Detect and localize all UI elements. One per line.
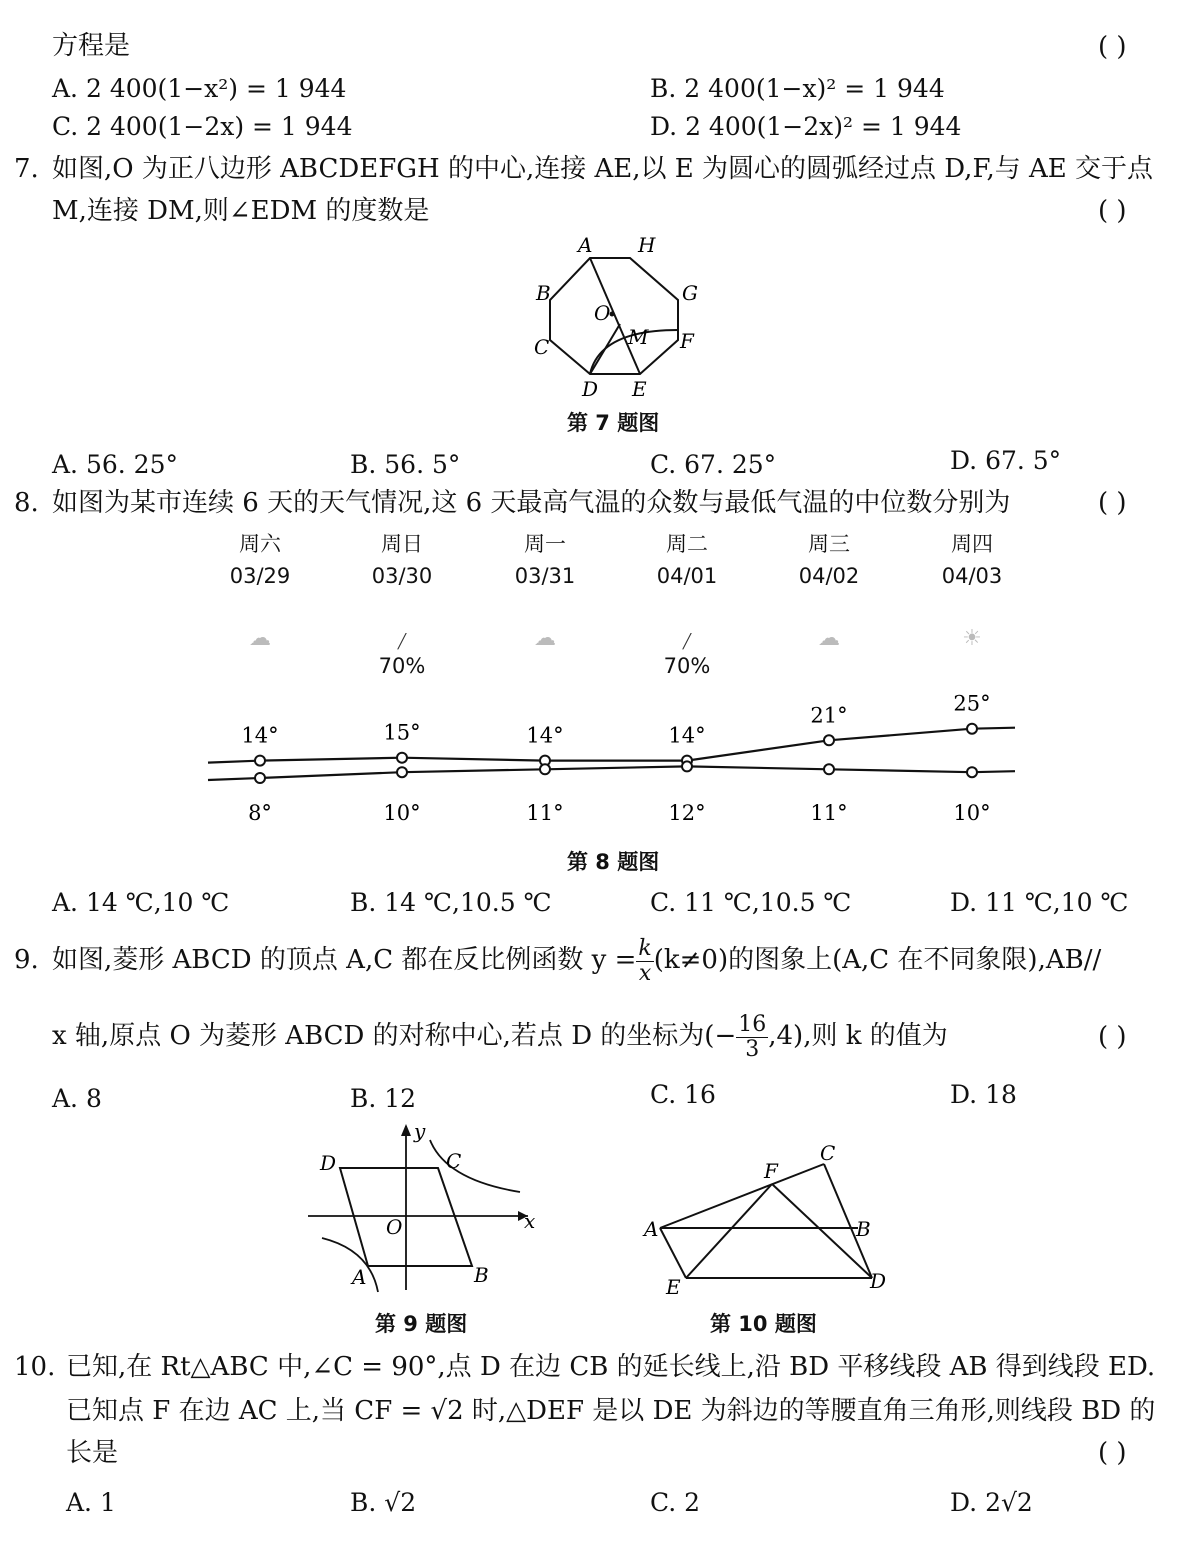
q10-label-f: F (764, 1159, 778, 1183)
cloud-icon: ☁ (818, 626, 840, 651)
low-temp-point (967, 767, 977, 777)
low-temp-point (824, 764, 834, 774)
q8-option-b: B. 14 ℃,10.5 ℃ (350, 888, 552, 917)
q9-label-c: C (446, 1149, 462, 1173)
q10-label-b: B (856, 1217, 871, 1241)
q10-option-c: C. 2 (650, 1488, 701, 1517)
q9-answer-paren: ( ) (1098, 1022, 1127, 1052)
q10-answer-paren: ( ) (1098, 1438, 1127, 1468)
q9-figure-caption: 第 9 题图 (375, 1312, 468, 1336)
q7-label-b: B (536, 281, 551, 305)
q9-label-o: O (386, 1215, 403, 1239)
q8-option-d: D. 11 ℃,10 ℃ (950, 888, 1129, 917)
q7-label-f: F (680, 329, 694, 353)
q9-label-d: D (320, 1151, 337, 1175)
q8-number: 8. (14, 488, 39, 518)
high-temp-line (208, 728, 1015, 763)
q7-label-m: M (628, 325, 649, 349)
date-label: 04/01 (656, 564, 718, 588)
q7-option-a: A. 56. 25° (52, 450, 178, 479)
q9-label-b: B (474, 1263, 489, 1287)
q10-option-d: D. 2√2 (950, 1488, 1033, 1517)
q6-option-b: B. 2 400(1−x)² = 1 944 (650, 74, 945, 103)
weekday-label: 周一 (524, 532, 566, 556)
q7-label-a: A (578, 233, 593, 257)
low-temp-label: 11° (526, 801, 564, 825)
low-temp-point (540, 764, 550, 774)
high-temp-point (824, 735, 834, 745)
q9-fraction-16-over-3: $\frac{16}{3}$ (738, 1011, 767, 1062)
q10-option-a: A. 1 (66, 1488, 116, 1517)
q9-number: 9. (14, 945, 39, 975)
q6-answer-paren: ( ) (1098, 32, 1127, 62)
high-temp-point (255, 756, 265, 766)
q7-stem-line2: M,连接 DM,则∠EDM 的度数是 (52, 196, 430, 226)
q7-label-g: G (682, 281, 698, 305)
weekday-label: 周六 (239, 532, 281, 556)
q7-option-c: C. 67. 25° (650, 450, 777, 479)
q10-stem-line2: 已知点 F 在边 AC 上,当 CF = √2 时,△DEF 是以 DE 为斜边的等腰直角三角形,则线段 BD 的 (66, 1396, 1156, 1426)
q8-option-c: C. 11 ℃,10.5 ℃ (650, 888, 852, 917)
date-label: 03/31 (514, 564, 576, 588)
date-label: 04/02 (798, 564, 860, 588)
q10-number: 10. (14, 1352, 56, 1382)
q10-label-e: E (666, 1275, 681, 1296)
q8-stem: 如图为某市连续 6 天的天气情况,这 6 天最高气温的众数与最低气温的中位数分别为 (52, 488, 1011, 518)
high-temp-label: 14° (241, 723, 279, 748)
rain-probability: 70% (378, 654, 426, 678)
rain-drop-icon: ╱ (397, 634, 407, 650)
date-label: 03/30 (371, 564, 433, 588)
high-temp-label: 14° (526, 723, 564, 748)
q10-label-d: D (870, 1269, 887, 1293)
weekday-label: 周日 (381, 532, 423, 556)
date-label: 03/29 (229, 564, 291, 588)
q8-answer-paren: ( ) (1098, 488, 1127, 518)
q9-fraction-k-over-x: $\frac{k}{x}$ (638, 935, 652, 986)
q10-figure-caption: 第 10 题图 (710, 1312, 817, 1336)
low-temp-label: 12° (668, 801, 706, 825)
q10-figure (636, 1136, 896, 1296)
q8-figure-caption: 第 8 题图 (567, 850, 660, 874)
low-temp-point (682, 761, 692, 771)
high-temp-label: 14° (668, 723, 706, 748)
high-temp-point (397, 753, 407, 763)
q7-label-h: H (638, 233, 656, 257)
high-temp-point (967, 724, 977, 734)
q9-label-x: x (524, 1209, 536, 1233)
q6-option-c: C. 2 400(1−2x) = 1 944 (52, 112, 353, 141)
q9-label-a: A (352, 1265, 367, 1289)
q7-answer-paren: ( ) (1098, 196, 1127, 226)
q7-option-b: B. 56. 5° (350, 450, 461, 479)
q9-option-c: C. 16 (650, 1080, 716, 1109)
q7-figure-caption: 第 7 题图 (567, 411, 660, 435)
low-temp-label: 8° (248, 801, 272, 825)
q9-rhombus-figure (300, 1118, 550, 1298)
q10-option-b: B. √2 (350, 1488, 417, 1517)
date-label: 04/03 (941, 564, 1003, 588)
q9-label-y: y (414, 1119, 426, 1143)
q7-label-e: E (632, 377, 647, 401)
weekday-label: 周四 (951, 532, 993, 556)
weekday-label: 周二 (666, 532, 708, 556)
high-temp-label: 15° (383, 720, 421, 745)
q6-option-a: A. 2 400(1−x²) = 1 944 (52, 74, 347, 103)
q10-stem-line3: 长是 (66, 1438, 119, 1468)
q9-option-a: A. 8 (52, 1084, 102, 1113)
q10-stem-line1: 已知,在 Rt△ABC 中,∠C = 90°,点 D 在边 CB 的延长线上,沿 BD 平移线段 AB 得到线段 ED. (66, 1352, 1156, 1382)
low-temp-label: 11° (810, 801, 848, 825)
cloud-icon: ☁ (249, 626, 271, 651)
q7-label-o: O (594, 301, 611, 325)
q9-stem-line1: 如图,菱形 ABCD 的顶点 A,C 都在反比例函数 y = $\frac{k}{x}$ (k≠0)的图象上(A,C 在不同象限),AB// (52, 935, 1102, 986)
q7-label-c: C (534, 335, 550, 359)
q7-number: 7. (14, 154, 39, 184)
q10-label-a: A (644, 1217, 659, 1241)
low-temp-line (208, 766, 1015, 780)
low-temp-label: 10° (953, 801, 991, 825)
low-temp-point (397, 767, 407, 777)
q6-option-d: D. 2 400(1−2x)² = 1 944 (650, 112, 962, 141)
q7-label-d: D (582, 377, 599, 401)
q7-octagon-figure (520, 228, 720, 403)
low-temp-point (255, 773, 265, 783)
high-temp-label: 21° (810, 703, 848, 728)
q9-stem-line2: x 轴,原点 O 为菱形 ABCD 的对称中心,若点 D 的坐标为(− $\frac{16}{3}$ ,4),则 k 的值为 (52, 1011, 948, 1062)
q9-option-b: B. 12 (350, 1084, 417, 1113)
q10-label-c: C (820, 1141, 836, 1165)
q7-stem-line1: 如图,O 为正八边形 ABCDEFGH 的中心,连接 AE,以 E 为圆心的圆弧经过点 D,F,与 AE 交于点 (52, 154, 1153, 184)
rain-probability: 70% (663, 654, 711, 678)
sun-icon: ☀ (962, 626, 982, 651)
rain-drop-icon: ╱ (682, 634, 692, 650)
q9-option-d: D. 18 (950, 1080, 1017, 1109)
temperature-chart (200, 680, 1030, 830)
q6-stem-tail: 方程是 (52, 31, 131, 61)
weekday-label: 周三 (808, 532, 850, 556)
q7-option-d: D. 67. 5° (950, 446, 1062, 475)
low-temp-label: 10° (383, 801, 421, 825)
high-temp-label: 25° (953, 691, 991, 716)
cloud-icon: ☁ (534, 626, 556, 651)
q8-option-a: A. 14 ℃,10 ℃ (52, 888, 230, 917)
